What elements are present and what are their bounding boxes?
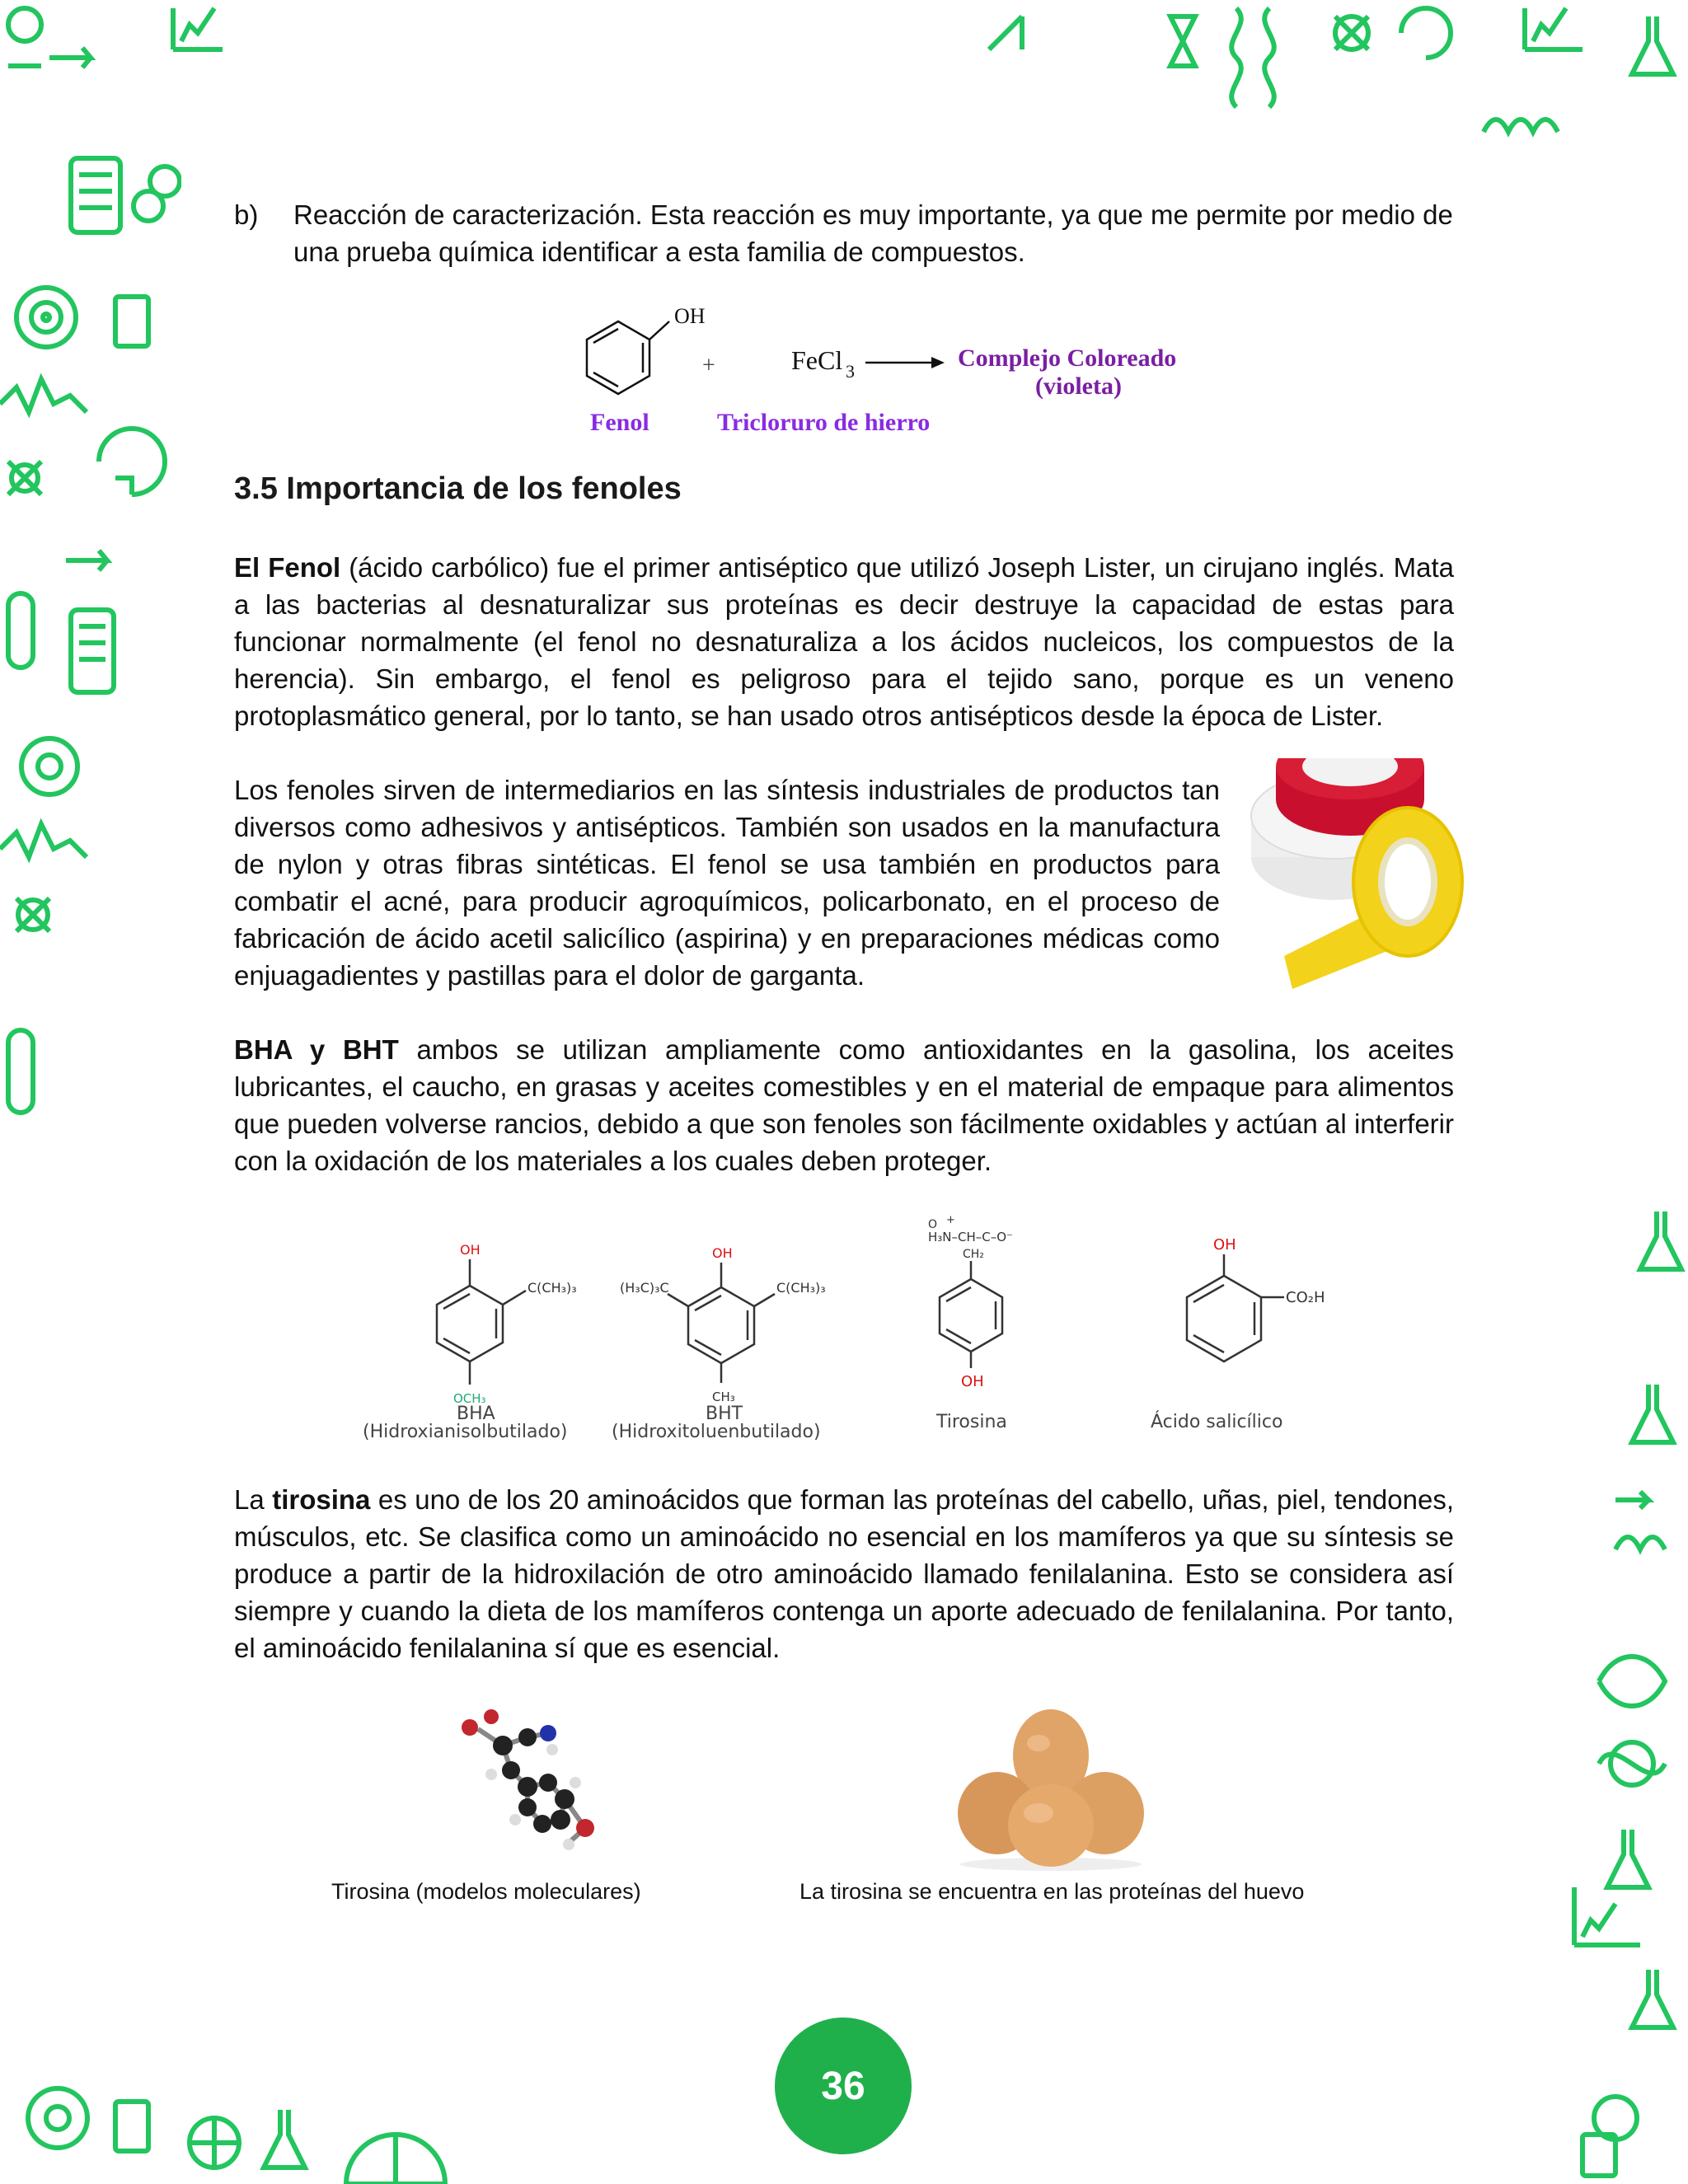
tirosina-carbonyl-o: O bbox=[928, 1218, 938, 1231]
label-tricloruro: Tricloruro de hierro bbox=[717, 409, 931, 436]
decorative-border-bottom bbox=[0, 2027, 659, 2184]
plus-sign: + bbox=[702, 353, 715, 378]
bha-oh: OH bbox=[460, 1242, 481, 1258]
bht-desc: (Hidroxitoluenbutilado) bbox=[612, 1422, 821, 1442]
eggs-image bbox=[948, 1706, 1154, 1871]
phenol-structures bbox=[354, 1212, 1343, 1451]
section-title: 3.5 Importancia de los fenoles bbox=[234, 471, 682, 506]
bha-structure bbox=[363, 1242, 577, 1442]
reaction-scheme bbox=[569, 297, 1228, 445]
bha-desc: (Hidroxianisolbutilado) bbox=[363, 1422, 568, 1442]
tirosina-plus: + bbox=[946, 1214, 955, 1226]
paragraph-tirosina bbox=[234, 1481, 1454, 1666]
item-b-text: Reacción de caracterización. Esta reacción es muy importante, ya que me permite por medio de una prueba química identificar a esta familia de compuestos. bbox=[293, 199, 1453, 267]
product-line2: (violeta) bbox=[1035, 373, 1122, 400]
paragraph-fenol-text: (ácido carbólico) fue el primer antiséptico que utilizó Joseph Lister, un cirujano inglés. Mata a las bacterias al desnaturalizar sus proteínas es decir destruye la capacidad de estas para funcionar normalmente (el fenol no desnaturaliza a los ácidos nucleicos, los compuestos de la herencia). Sin embargo, el fenol es peligroso para el tejido sano, porque es un veneno protoplasmático general, por lo tanto, se han usado otros antisépticos desde la época de Lister. bbox=[234, 552, 1455, 731]
salicilico-oh: OH bbox=[1213, 1236, 1236, 1254]
bha-och3: OCH₃ bbox=[453, 1391, 486, 1406]
item-b-label: b) bbox=[234, 199, 259, 230]
reaction-svg bbox=[569, 297, 1228, 445]
page-number-badge bbox=[775, 2018, 912, 2154]
salicilico-structure bbox=[1151, 1236, 1325, 1432]
reagent-subscript: 3 bbox=[846, 361, 855, 382]
phenol-oh: OH bbox=[674, 304, 706, 328]
decorative-border-left bbox=[0, 0, 181, 1154]
paragraph-bha-bold: BHA y BHT bbox=[234, 1034, 399, 1065]
tirosina-molecular-model-image bbox=[445, 1704, 626, 1869]
tirosina-structure bbox=[928, 1214, 1013, 1432]
bht-ch3: CH₃ bbox=[712, 1390, 735, 1404]
bht-name: BHT bbox=[706, 1404, 743, 1424]
paragraph-fenoles-usos: Los fenoles sirven de intermediarios en las síntesis industriales de productos tan diversos como adhesivos y antisépticos. También son usados en la manufactura de nylon y otras fibras sintéticas. El fenol se usa también en productos para combatir el acné, para producir agroquímicos, policarbonato, en el proceso de fabricación de ácido acetil salicílico (aspirina) y en preparaciones médicas como enjuagadientes y pastillas para el dolor de garganta. bbox=[234, 775, 1220, 991]
decorative-border-top bbox=[165, 0, 1688, 148]
bht-structure bbox=[612, 1245, 826, 1442]
bht-oh: OH bbox=[712, 1245, 733, 1261]
caption-eggs: La tirosina se encuentra en las proteínas del huevo bbox=[799, 1879, 1305, 1904]
bha-name: BHA bbox=[457, 1404, 495, 1424]
salicilico-label: Ácido salicílico bbox=[1151, 1412, 1283, 1432]
item-b bbox=[234, 196, 1454, 270]
reagent-formula: FeCl bbox=[791, 345, 843, 375]
paragraph-fenol-bold: El Fenol bbox=[234, 552, 341, 583]
salicilico-co2h: CO₂H bbox=[1286, 1289, 1325, 1306]
bha-tbu: C(CH₃)₃ bbox=[528, 1280, 577, 1296]
paragraph-tirosina-bold: tirosina bbox=[272, 1484, 371, 1515]
tirosina-label: Tirosina bbox=[936, 1412, 1007, 1432]
paragraph-bha-bht bbox=[234, 1031, 1454, 1179]
label-fenol: Fenol bbox=[590, 409, 649, 436]
tirosina-amino: H₃N–CH–C–O⁻ bbox=[928, 1230, 1013, 1244]
product-line1: Complejo Coloreado bbox=[958, 344, 1177, 372]
paragraph-bha-text: ambos se utilizan ampliamente como antioxidantes en la gasolina, los aceites lubricantes, el caucho, en grasas y aceites comestibles y en el material de empaque para alimentos que pueden volverse rancios, debido a que son fenoles son fácilmente oxidables y actúan al interferir con la oxidación de los materiales a los cuales deben proteger. bbox=[234, 1034, 1455, 1176]
arrow-head bbox=[931, 357, 945, 368]
tirosina-oh: OH bbox=[961, 1373, 984, 1390]
decorative-border-right bbox=[1566, 1055, 1688, 2184]
phenol-ring bbox=[587, 321, 669, 394]
paragraph-tirosina-text: es uno de los 20 aminoácidos que forman las proteínas del cabello, uñas, piel, tendones, músculos, etc. Se clasifica como un aminoácido no esencial en los mamíferos ya que su síntesis se produce a partir de la hidroxilación de otro aminoácido llamado fenilalanina. Esto se considera así siempre y cuando la dieta de los mamíferos contenga un aporte adecuado de fenilalanina. Por tanto, el aminoácido fenilalanina sí que es esencial. bbox=[234, 1484, 1455, 1663]
paragraph-tirosina-pre: La bbox=[234, 1484, 273, 1515]
bht-tbu-right: C(CH₃)₃ bbox=[776, 1280, 826, 1296]
page-number: 36 bbox=[821, 2064, 865, 2108]
paragraph-fenol bbox=[234, 549, 1454, 734]
tirosina-ch2: CH₂ bbox=[963, 1248, 984, 1261]
caption-molecular-model: Tirosina (modelos moleculares) bbox=[331, 1879, 641, 1904]
adhesive-tape-image bbox=[1243, 758, 1465, 989]
bht-tbu-left: (H₃C)₃C bbox=[620, 1280, 669, 1296]
